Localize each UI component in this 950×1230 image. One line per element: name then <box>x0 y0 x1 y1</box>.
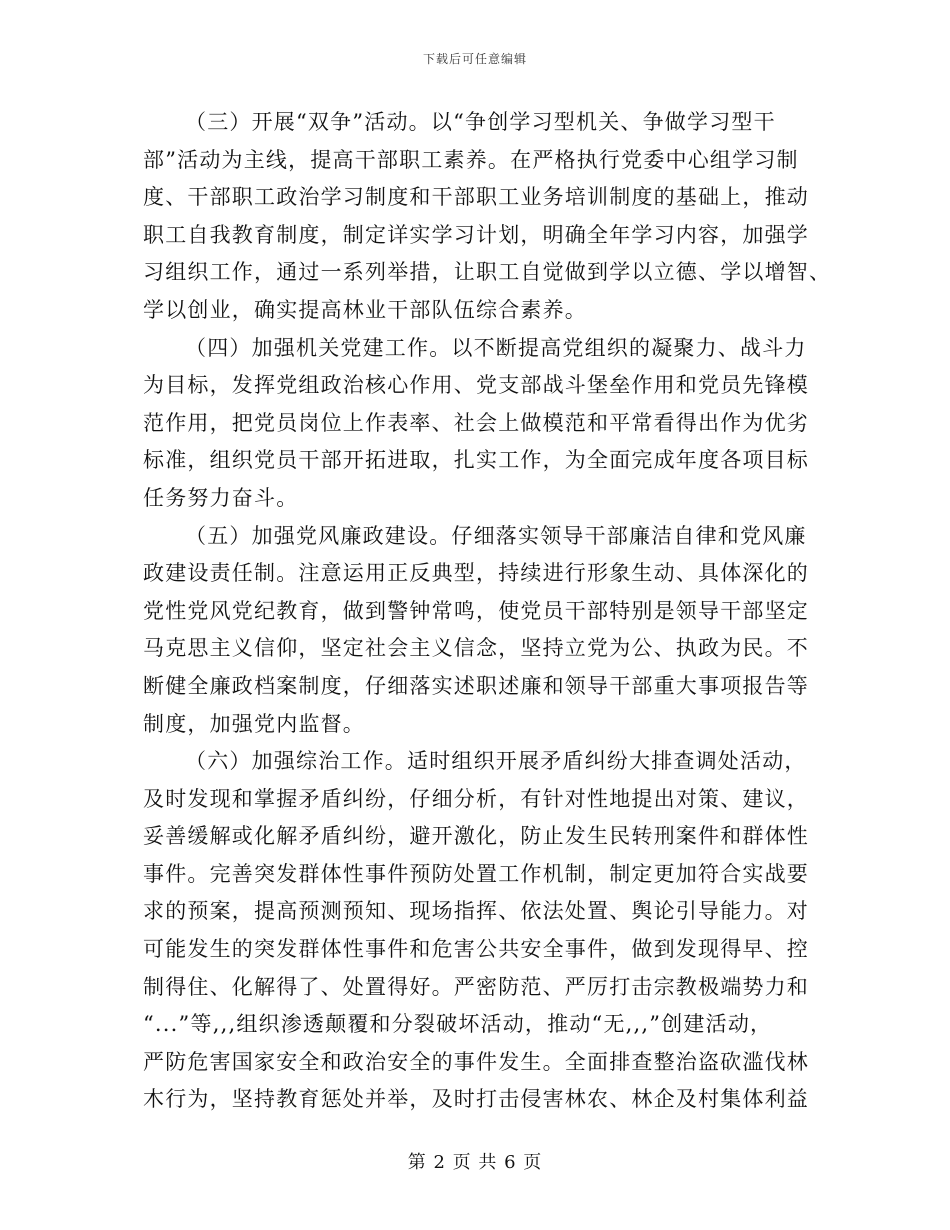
paragraph-5-line: 制度，加强党内监督。 <box>143 711 365 736</box>
paragraph-6-line: （六）加强综治工作。适时组织开展矛盾纠纷大排查调处活动， <box>185 749 807 774</box>
paragraph-6-line: 事件。完善突发群体性事件预防处置工作机制，制定更加符合实战要 <box>143 861 809 886</box>
paragraph-6-line: 可能发生的突发群体性事件和危害公共安全事件，做到发现得早、控 <box>143 937 809 962</box>
paragraph-6-line: 及时发现和掌握矛盾纠纷，仔细分析，有针对性地提出对策、建议， <box>143 786 809 811</box>
paragraph-3-line: 习组织工作，通过一系列举措，让职工自觉做到学以立德、学以增智、 <box>143 260 832 285</box>
paragraph-3-line: （三）开展“双争”活动。以“争创学习型机关、争做学习型干 <box>185 110 776 134</box>
paragraph-4-line: （四）加强机关党建工作。以不断提高党组织的凝聚力、战斗力 <box>185 335 807 360</box>
page-number-footer: 第 2 页 共 6 页 <box>407 1152 543 1173</box>
paragraph-6-line: 制得住、化解得了、处置得好。严密防范、严厉打击宗教极端势力和 <box>143 974 809 999</box>
paragraph-6-line: 严防危害国家安全和政治安全的事件发生。全面排查整治盗砍滥伐林 <box>143 1049 809 1074</box>
page-header-note: 下载后可任意编辑 <box>422 52 527 66</box>
paragraph-5-line: 断健全廉政档案制度，仔细落实述职述廉和领导干部重大事项报告等 <box>143 673 809 698</box>
paragraph-6-line: 妥善缓解或化解矛盾纠纷，避开激化，防止发生民转刑案件和群体性 <box>143 824 809 849</box>
paragraph-4-line: 为目标，发挥党组政治核心作用、党支部战斗堡垒作用和党员先锋模 <box>143 373 809 398</box>
paragraph-3-line: 学以创业，确实提高林业干部队伍综合素养。 <box>143 297 587 322</box>
paragraph-4-line: 标准，组织党员干部开拓进取，扎实工作，为全面完成年度各项目标 <box>143 448 809 473</box>
document-body <box>143 104 832 1119</box>
paragraph-3-line: 职工自我教育制度，制定详实学习计划，明确全年学习内容，加强学 <box>143 222 809 247</box>
paragraph-6-line: 木行为，坚持教育惩处并举，及时打击侵害林农、林企及村集体利益 <box>143 1087 809 1112</box>
paragraph-3-line: 部”活动为主线，提高干部职工素养。在严格执行党委中心组学习制 <box>143 147 799 172</box>
paragraph-4-line: 范作用，把党员岗位上作表率、社会上做模范和平常看得出作为优劣 <box>143 410 809 435</box>
paragraph-5-line: 马克思主义信仰，坚定社会主义信念，坚持立党为公、执政为民。不 <box>143 636 809 661</box>
paragraph-6-line: “...”等,,,组织渗透颠覆和分裂破坏活动，推动“无,,,”创建活动， <box>143 1012 773 1037</box>
paragraph-5-line: 政建设责任制。注意运用正反典型，持续进行形象生动、具体深化的 <box>143 561 809 586</box>
paragraph-5-line: 党性党风党纪教育，做到警钟常鸣，使党员干部特别是领导干部坚定 <box>143 598 809 623</box>
paragraph-6-line: 求的预案，提高预测预知、现场指挥、依法处置、舆论引导能力。对 <box>143 899 809 924</box>
paragraph-4-line: 任务努力奋斗。 <box>143 485 299 510</box>
paragraph-3-line: 度、干部职工政治学习制度和干部职工业务培训制度的基础上，推动 <box>143 185 809 210</box>
paragraph-5-line: （五）加强党风廉政建设。仔细落实领导干部廉洁自律和党风廉 <box>185 523 807 548</box>
